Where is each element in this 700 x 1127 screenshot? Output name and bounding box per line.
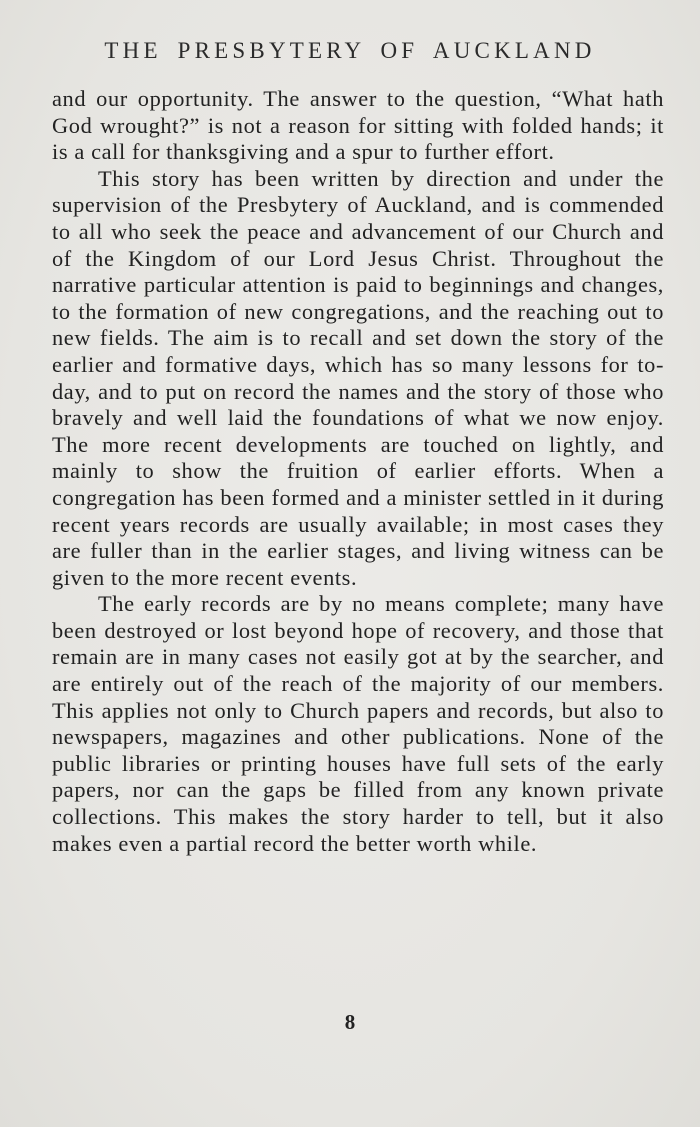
running-head: THE PRESBYTERY OF AUCKLAND (104, 38, 596, 63)
page-number: 8 (344, 1010, 356, 1034)
body-text (52, 86, 664, 857)
paragraph-2: This story has been written by direction and under the supervision of the Presbytery of Auckland, and is commended to all who seek the peace and advancement of our Church and of the Kingdom of our Lord Jesus Christ. Throughout the narrative particular attention is paid to beginnings and changes, to the formation of new congregations, and the reaching out to new fields. The aim is to recall and set down the story of the earlier and formative days, which has so many lessons for to-day, and to put on record the names and the story of those who bravely and well laid the foundations of what we now enjoy. The more recent developments are touched on lightly, and mainly to show the fruition of earlier efforts. When a congregation has been formed and a minister settled in it during recent years records are usually available; in most cases they are fuller than in the earlier stages, and living witness can be given to the more recent events. (52, 165, 664, 590)
paragraph-1: and our opportunity. The answer to the question, “What hath God wrought?” is not a reason for sitting with folded hands; it is a call for thanksgiving and a spur to further effort. (52, 86, 664, 165)
paragraph-3: The early records are by no means complete; many have been destroyed or lost beyond hope of recovery, and those that remain are in many cases not easily got at by the searcher, and are entirely out of the reach of the majority of our members. This applies not only to Church papers and records, but also to newspapers, magazines and other publications. None of the public libraries or printing houses have full sets of the early papers, nor can the gaps be filled from any known private collections. This makes the story harder to tell, but it also makes even a partial record the better worth while. (52, 591, 664, 856)
